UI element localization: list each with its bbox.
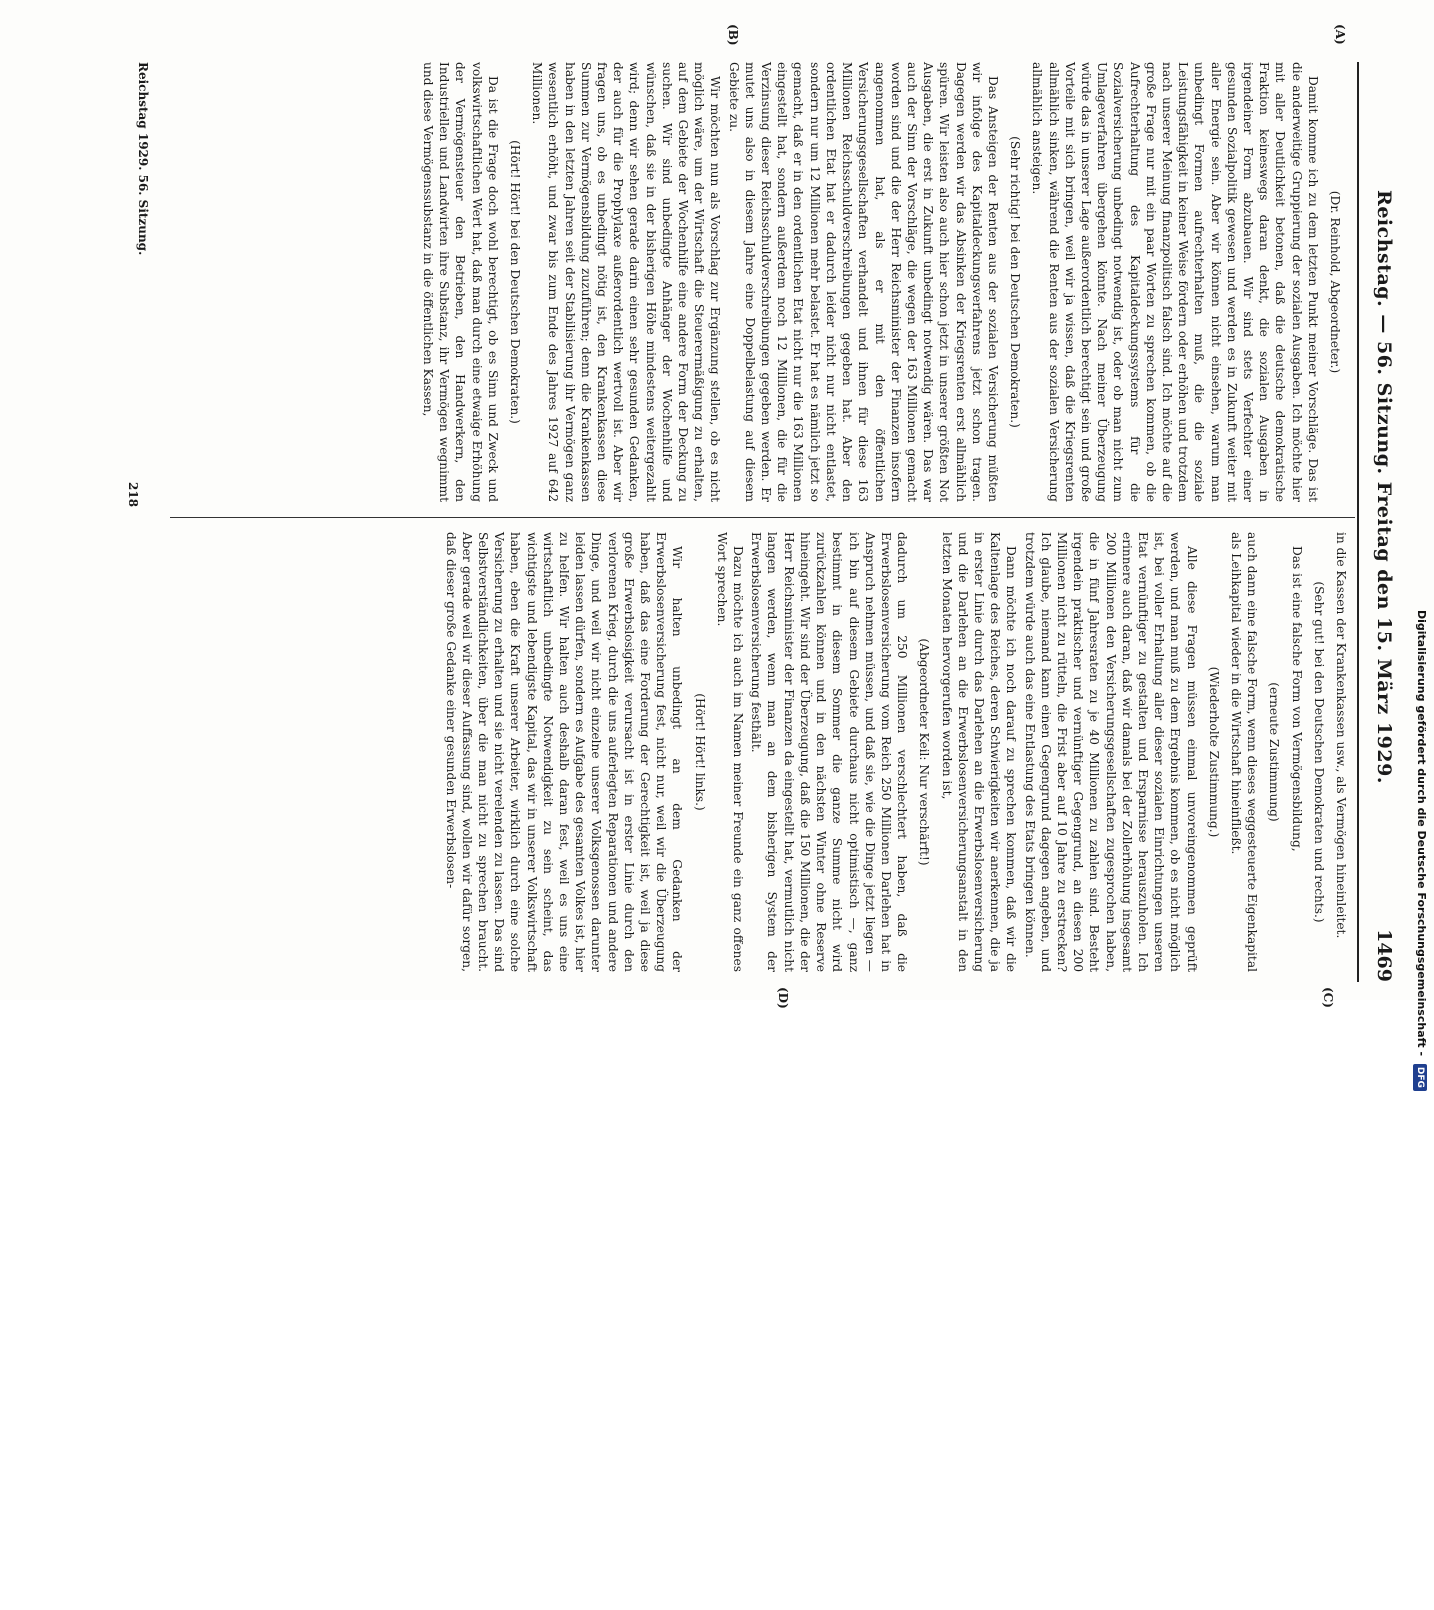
interjection: (Wiederholte Zustimmung.) xyxy=(1206,666,1221,838)
paragraph: Damit komme ich zu dem letzten Punkt meiner Vorschläge. Das ist die anderweitige Gruppierung der sozialen Ausgaben. Ich möchte hier mit aller Deutlichkeit betonen, daß die deutsche demokratische Fraktion keineswegs daran denkt, die sozialen Ausgaben in irgendeiner Form abzubauen. Wir sind stets Verfechter einer gesunden Sozialpolitik gewesen und werden es in Zukunft weiter mit aller Energie sein. Aber wir können nicht einsehen, warum man unbedingt Formen aufrechterhalten muß, die die soziale Leistungsfähigkeit in keiner Weise fördern oder erhöhen und trotzdem nach unserer Meinung finanzpolitisch falsch sind. Ich möchte auf die große Frage nur mit ein paar Worten zu sprechen kommen, ob die Aufrechterhaltung des Kapitaldeckungssystems für die Sozialversicherung unbedingt notwendig ist, oder ob man nicht zum Umlageverfahren übergehen könnte. Nach meiner Überzeugung würde das in unserer Lage außerordentlich berechtigt sein und große Vorteile mit sich bringen, weil wir ja wissen, daß die Kriegsrenten allmählich sinken, während die Renten aus der sozialen Versicherung allmählich ansteigen. xyxy=(1030,62,1320,502)
paragraph: dadurch um 250 Millionen verschlechtert haben, daß die Erwerbslosenversicherung vom Reich 250 Millionen Darlehen hat in Anspruch nehmen müssen, und daß sie, wie die Dinge jetzt liegen — ich bin auf diesem Gebiete durchaus nicht optimistisch —, ganz bestimmt in diesem Sommer die ganze Summe nicht wird zurückzahlen können und in den nächsten Winter ohne Reserve hineingeht. Wir sind der Überzeugung, daß die 150 Millionen, die der Herr Reichsminister der Finanzen da eingestellt hat, vermutlich nicht langen werden, wenn man an dem bisherigen System der Erwerbslosenversicherung festhält. xyxy=(749,532,910,972)
margin-marker-c: (C) xyxy=(1321,987,1335,1008)
digitization-credit xyxy=(1400,0,1428,1610)
paragraph: Das ist eine falsche Form von Vermögensbildung, xyxy=(1289,546,1304,852)
paragraph: Das Ansteigen der Renten aus der sozialen Versicherung müßten wir infolge des Kapitaldeckungsverfahrens jetzt schon tragen. Dagegen werden wir das Absinken der Kriegsrenten erst allmählich spüren. Wir leisten also auch hier schon jetzt in unserer größten Not Ausgaben, die erst in Zukunft unbedingt notwendig wären. Das war auch der Sinn der Vorschläge, die wegen der 163 Millionen gemacht worden sind und die der Herr Reichsminister der Finanzen insofern angenommen hat, als er mit den öffentlichen Versicherungsgesellschaften verhandelt und ihnen für diese 163 Millionen Reichsschuldverschreibungen gegeben hat. Aber den ordentlichen Etat hat er dadurch leider nicht nur nicht entlastet, sondern nur um 12 Millionen mehr belastet. Er hat es nämlich jetzt so gemacht, daß er in den ordentlichen Etat nicht nur die 163 Millionen eingestellt hat, sondern außerdem noch 12 Millionen, die für die Verzinsung dieser Reichsschuldverschreibungen gegeben werden. Er mutet uns also in diesem Jahre eine Doppelbelastung auf diesem Gebiete zu. xyxy=(726,62,1000,502)
header-rule xyxy=(1357,62,1359,982)
paragraph: Dazu möchte ich auch im Namen meiner Freunde ein ganz offenes Wort sprechen. xyxy=(714,532,746,972)
paragraph: Dann möchte ich noch darauf zu sprechen kommen, daß wir die Kaltenlage des Reiches, deren Schwierigkeiten wir anerkennen, die ja in erster Linie durch das Darlehen an die Erwerbslosenversicherung und die Darlehen an die Erwerbslosenversicherungsanstalt in den letzten Monaten hervorgerufen worden ist, xyxy=(939,532,1019,972)
left-column xyxy=(418,62,1349,502)
interjection: (Sehr gut! bei den Deutschen Demokraten und rechts.) xyxy=(1311,581,1326,923)
interjection: (Abgeordneter Keil: Nur verschärft!) xyxy=(917,638,932,866)
speaker-line: (Dr. Reinhold, Abgeordneter.) xyxy=(1328,190,1342,374)
paragraph: Wir möchten nun als Vorschlag zur Ergänzung stellen, ob es nicht möglich wäre, um der Wirtschaft die Steuerermäßigung zu erhalten, auf dem Gebiete der Wochenhilfe eine andere Form der Deckung zu suchen. Wir sind unbedingte Anhänger der Wochenhilfe und wünschen, daß sie in der bisherigen Höhe mindestens weitergezahlt wird; denn wir sehen gerade darin einen sehr gesunden Gedanken, der auch für die Prophylaxe außerordentlich wertvoll ist. Aber wir fragen uns, ob es unbedingt nötig ist, den Krankenkassen diese Summen zur Vermögensbildung zuzuführen; denn die Krankenkassen haben in den letzten Jahren seit der Stabilisierung ihr Vermögen ganz wesentlich erhöht, und zwar bis zum Ende des Jahres 1927 auf 642 Millionen. xyxy=(530,62,723,502)
sheet-signature: Reichstag 1929. 56. Sitzung. xyxy=(136,62,150,256)
right-column xyxy=(440,532,1349,972)
sheet-number: 218 xyxy=(126,482,140,508)
interjection: (Sehr richtig! bei den Deutschen Demokraten.) xyxy=(1008,136,1023,428)
paragraph: Alle diese Fragen müssen einmal unvoreingenommen geprüft werden, und man muß zu dem Ergebnis kommen, ob es nicht möglich ist, bei voller Erhaltung aller dieser sozialen Einrichtungen unseren Etat vernünftiger zu gestalten und Ersparnisse herauszuholen. Ich erinnere auch daran, daß wir damals bei der Zollerhöhung insgesamt 200 Millionen den Versicherungsgesellschaften zugesprochen haben, die in fünf Jahresraten zu je 40 Millionen zu zahlen sind. Besteht irgendein praktischer und vernünftiger Gegengrund, an diesen 200 Millionen nicht zu rütteln, die Frist aber auf 10 Jahre zu erstrecken? Ich glaube, niemand kann einen Gegengrund dagegen angeben, und trotzdem würde auch das eine Entlastung des Etats bringen können. xyxy=(1022,532,1199,972)
paragraph: Da ist die Frage doch wohl berechtigt, ob es Sinn und Zweck und volkswirtschaftlichen Wert hat, daß man durch eine etwaige Erhöhung der Vermögensteuer den Betrieben, den Handwerkern, den Industriellen und Landwirten ihre Substanz, ihr Vermögen wegnimmt und diese Vermögenssubstanz in die öffentlichen Kassen, xyxy=(421,62,500,502)
margin-marker-b: (B) xyxy=(726,24,740,46)
interjection: (Hört! Hört! bei den Deutschen Demokraten.) xyxy=(508,140,523,424)
paragraph: in die Kassen der Krankenkassen usw., als Vermögen hineinleitet. xyxy=(1334,532,1348,939)
paragraph: Wir halten unbedingt an dem Gedanken der Erwerbslosenversicherung fest, nicht nur, weil wir die Überzeugung haben, daß das eine Forderung der Gerechtigkeit ist, weil ja diese große Erwerbslosigkeit verursacht ist in erster Linie durch den verlorenen Krieg, durch die uns auferlegten Reparationen und andere Dinge, und weil wir nicht einzelne unserer Volksgenossen darunter leiden lassen dürfen, sondern es Aufgabe des gesamten Volkes ist, hier zu helfen. Wir halten auch deshalb daran fest, weil es uns eine wirtschaftlich unbedingte Notwendigkeit zu sein scheint, das wichtigste und lebendigste Kapital, das wir in unserer Volkswirtschaft haben, eben die Kraft unserer Arbeiter, wirklich durch eine solche Versicherung zu erhalten und sie nicht verelenden zu lassen. Das sind Selbstverständlichkeiten, über die man nicht zu sprechen braucht. Aber gerade weil wir dieser Auffassung sind, wollen wir dafür sorgen, daß dieser große Gedanke einer gesunden Erwerbslosen- xyxy=(443,532,685,972)
running-head: Reichstag. — 56. Sitzung. Freitag den 15. März 1929. xyxy=(1373,190,1395,784)
page-header xyxy=(1361,62,1395,982)
paragraph: auch dann eine falsche Form, wenn dieses weggesteuerte Eigenkapital als Leihkapital wieder in die Wirtschaft hineinfließt. xyxy=(1228,532,1260,972)
margin-marker-d: (D) xyxy=(776,987,790,1009)
credit-text: Digitalisierung gefördert durch die Deutsche Forschungsgemeinschaft - xyxy=(1415,610,1428,1057)
page-number: 1469 xyxy=(1373,929,1395,982)
interjection: (erneute Zustimmung) xyxy=(1267,682,1282,822)
digitization-credit-strip xyxy=(1406,0,1434,1088)
margin-marker-a: (A) xyxy=(1333,24,1347,45)
column-rule xyxy=(170,517,1355,518)
interjection: (Hört! Hört! links.) xyxy=(692,693,707,811)
rotated-sheet xyxy=(105,24,1395,1009)
dfg-logo-icon: DFG xyxy=(1413,1064,1427,1091)
